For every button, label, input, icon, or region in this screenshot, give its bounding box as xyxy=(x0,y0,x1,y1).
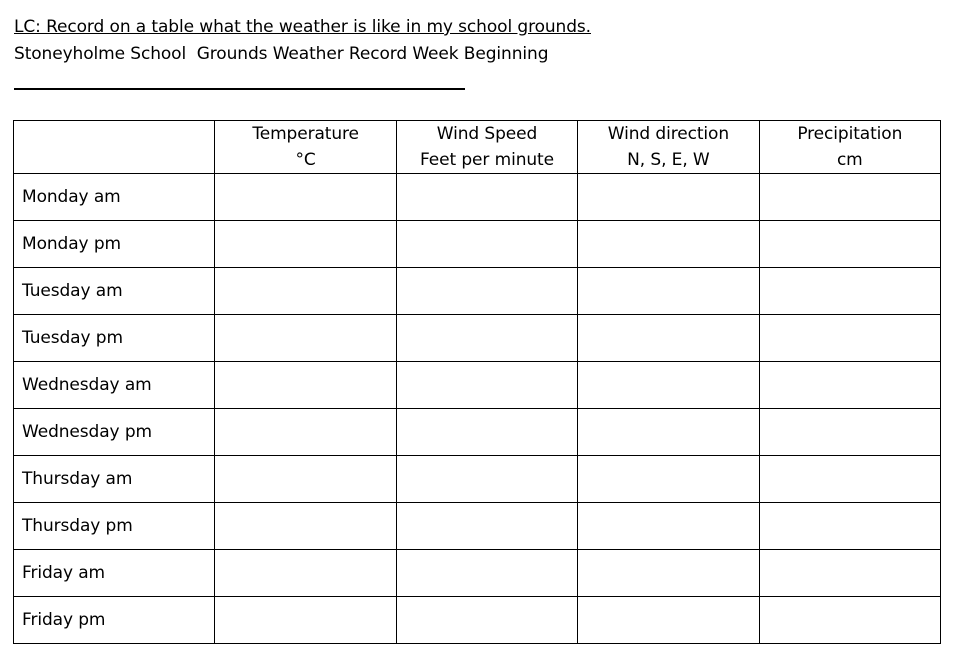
wind-speed-cell[interactable] xyxy=(396,409,577,456)
column-title: Wind direction xyxy=(607,124,730,144)
header-wind-speed xyxy=(396,121,577,174)
wind-speed-cell[interactable] xyxy=(396,315,577,362)
column-unit: °C xyxy=(295,150,316,170)
temperature-cell[interactable] xyxy=(215,409,396,456)
wind-speed-cell[interactable] xyxy=(396,221,577,268)
wind-speed-cell[interactable] xyxy=(396,174,577,221)
wind-direction-cell[interactable] xyxy=(578,174,759,221)
week-beginning-blank-line[interactable] xyxy=(14,88,465,90)
wind-direction-cell[interactable] xyxy=(578,597,759,644)
wind-direction-cell[interactable] xyxy=(578,456,759,503)
wind-speed-cell[interactable] xyxy=(396,456,577,503)
precipitation-cell[interactable] xyxy=(759,362,940,409)
precipitation-cell[interactable] xyxy=(759,268,940,315)
wind-speed-cell[interactable] xyxy=(396,550,577,597)
header-temperature xyxy=(215,121,396,174)
wind-speed-cell[interactable] xyxy=(396,362,577,409)
row-label: Wednesday am xyxy=(14,362,215,409)
header-wind-direction xyxy=(578,121,759,174)
precipitation-cell[interactable] xyxy=(759,503,940,550)
wind-direction-cell[interactable] xyxy=(578,362,759,409)
wind-direction-cell[interactable] xyxy=(578,550,759,597)
precipitation-cell[interactable] xyxy=(759,315,940,362)
wind-speed-cell[interactable] xyxy=(396,597,577,644)
precipitation-cell[interactable] xyxy=(759,456,940,503)
wind-speed-cell[interactable] xyxy=(396,503,577,550)
column-unit: N, S, E, W xyxy=(627,150,710,170)
precipitation-cell[interactable] xyxy=(759,550,940,597)
temperature-cell[interactable] xyxy=(215,268,396,315)
temperature-cell[interactable] xyxy=(215,550,396,597)
row-label: Friday am xyxy=(14,550,215,597)
temperature-cell[interactable] xyxy=(215,597,396,644)
wind-speed-cell[interactable] xyxy=(396,268,577,315)
row-label: Monday pm xyxy=(14,221,215,268)
table-row xyxy=(14,221,941,268)
row-label: Wednesday pm xyxy=(14,409,215,456)
header-corner-cell xyxy=(14,121,215,174)
record-title: Stoneyholme School Grounds Weather Record Week Beginning xyxy=(14,44,549,64)
precipitation-cell[interactable] xyxy=(759,221,940,268)
precipitation-cell[interactable] xyxy=(759,174,940,221)
row-label: Thursday am xyxy=(14,456,215,503)
column-unit: Feet per minute xyxy=(420,150,554,170)
row-label: Thursday pm xyxy=(14,503,215,550)
table-row xyxy=(14,597,941,644)
row-label: Tuesday am xyxy=(14,268,215,315)
table-row xyxy=(14,315,941,362)
table-row xyxy=(14,362,941,409)
wind-direction-cell[interactable] xyxy=(578,268,759,315)
wind-direction-cell[interactable] xyxy=(578,409,759,456)
table-row xyxy=(14,409,941,456)
wind-direction-cell[interactable] xyxy=(578,503,759,550)
table-row xyxy=(14,268,941,315)
temperature-cell[interactable] xyxy=(215,221,396,268)
column-title: Temperature xyxy=(252,124,359,144)
temperature-cell[interactable] xyxy=(215,503,396,550)
table-row xyxy=(14,550,941,597)
header-precipitation xyxy=(759,121,940,174)
wind-direction-cell[interactable] xyxy=(578,315,759,362)
precipitation-cell[interactable] xyxy=(759,597,940,644)
row-label: Monday am xyxy=(14,174,215,221)
table-row xyxy=(14,503,941,550)
column-title: Wind Speed xyxy=(436,124,538,144)
wind-direction-cell[interactable] xyxy=(578,221,759,268)
table-row xyxy=(14,456,941,503)
temperature-cell[interactable] xyxy=(215,174,396,221)
column-unit: cm xyxy=(836,150,863,170)
header-row xyxy=(14,121,941,174)
learning-objective: LC: Record on a table what the weather is like in my school grounds. xyxy=(14,17,591,37)
column-title: Precipitation xyxy=(797,124,903,144)
temperature-cell[interactable] xyxy=(215,456,396,503)
table-row xyxy=(14,174,941,221)
temperature-cell[interactable] xyxy=(215,362,396,409)
row-label: Tuesday pm xyxy=(14,315,215,362)
weather-record-table xyxy=(13,120,941,644)
row-label: Friday pm xyxy=(14,597,215,644)
temperature-cell[interactable] xyxy=(215,315,396,362)
precipitation-cell[interactable] xyxy=(759,409,940,456)
